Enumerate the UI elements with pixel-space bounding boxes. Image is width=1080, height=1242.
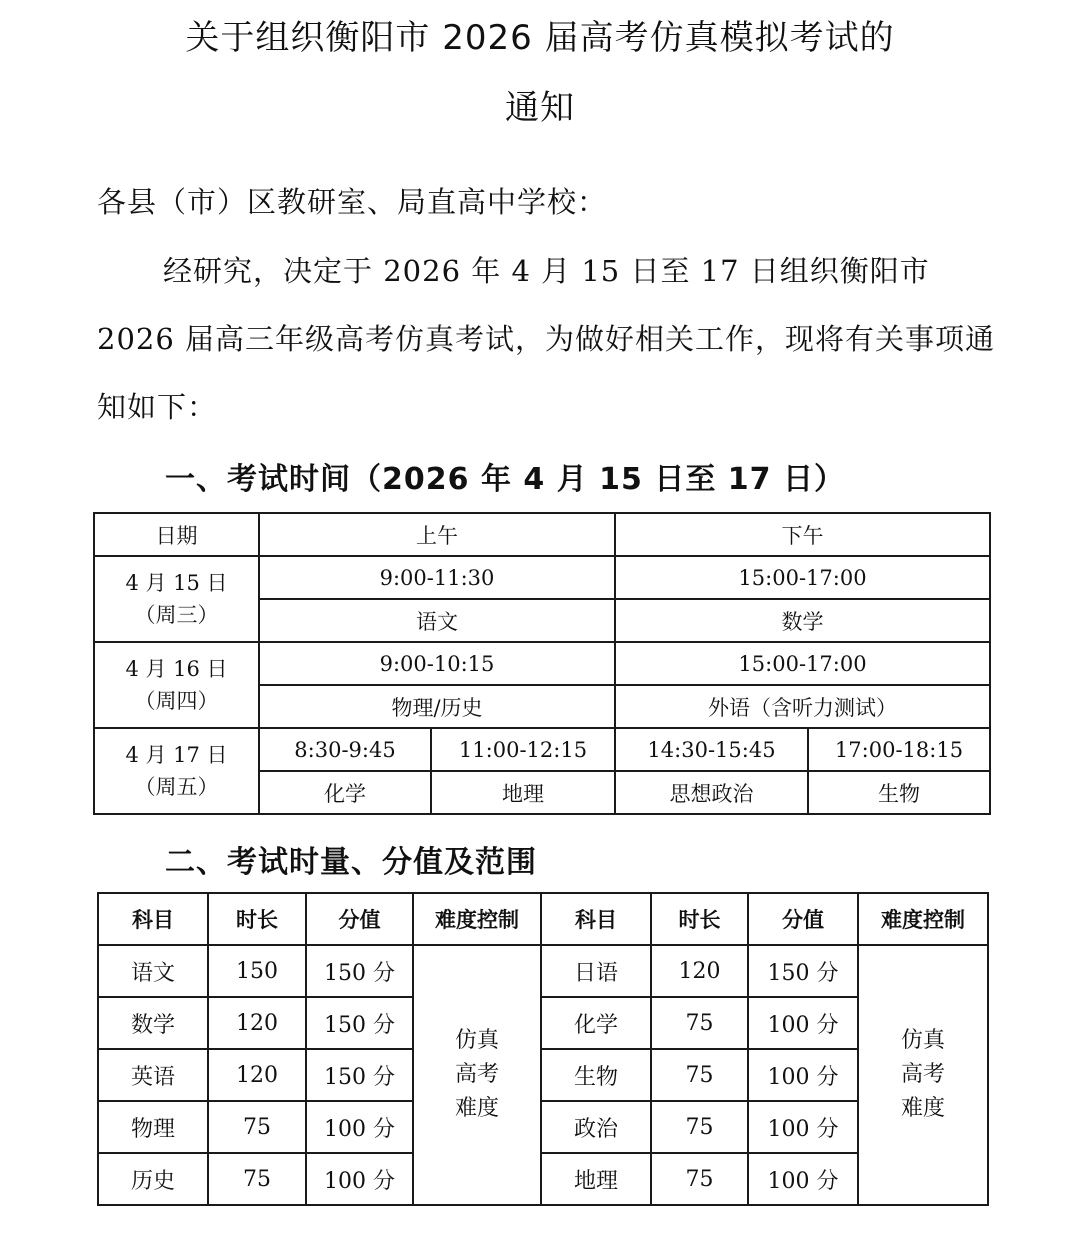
slot-time: 14:30-15:45: [615, 728, 808, 771]
duration: 150: [208, 945, 306, 997]
header-score: 分值: [306, 893, 413, 945]
duration: 75: [651, 1101, 748, 1153]
score: 100 分: [748, 1153, 858, 1205]
difficulty-text: 仿真: [454, 1028, 499, 1053]
notice-title-line1: 关于组织衡阳市 2026 届高考仿真模拟考试的: [185, 18, 895, 58]
slot-time: 8:30-9:45: [259, 728, 431, 771]
am-time: 9:00-11:30: [259, 556, 615, 599]
am-time: 9:00-10:15: [259, 642, 615, 685]
am-subject: 物理/历史: [259, 685, 615, 728]
subject: 化学: [541, 997, 651, 1049]
duration: 120: [651, 945, 748, 997]
difficulty-text: 难度: [454, 1096, 499, 1121]
pm-time: 15:00-17:00: [615, 642, 990, 685]
section-exam-time-heading: 一、考试时间（2026 年 4 月 15 日至 17 日）: [165, 462, 845, 497]
score: 150 分: [306, 945, 413, 997]
difficulty-text: 难度: [900, 1096, 945, 1121]
table-row: [98, 1101, 988, 1153]
header-duration: 时长: [208, 893, 306, 945]
difficulty-text: 高考: [900, 1062, 945, 1087]
score: 150 分: [748, 945, 858, 997]
duration: 75: [651, 1153, 748, 1205]
table-row: [98, 997, 988, 1049]
duration: 75: [208, 1101, 306, 1153]
score: 100 分: [748, 997, 858, 1049]
difficulty-text: 高考: [454, 1062, 499, 1087]
duration: 75: [651, 997, 748, 1049]
weekday: （周五）: [134, 775, 219, 799]
difficulty-cell-right: [858, 945, 988, 1205]
table-row: [98, 945, 988, 997]
slot-subject: 地理: [431, 771, 615, 814]
score: 100 分: [306, 1153, 413, 1205]
subject: 物理: [98, 1101, 208, 1153]
addressee: 各县（市）区教研室、局直高中学校：: [97, 185, 608, 219]
am-subject: 语文: [259, 599, 615, 642]
header-duration: 时长: [651, 893, 748, 945]
schedule-header-row: [94, 513, 990, 556]
section-score-heading: 二、考试时量、分值及范围: [165, 845, 537, 880]
date: 4 月 15 日: [125, 571, 228, 595]
schedule-row: [94, 728, 990, 771]
notice-title-line2: 通知: [505, 88, 575, 128]
subject: 英语: [98, 1049, 208, 1101]
weekday: （周四）: [134, 689, 219, 713]
date-cell: [94, 642, 259, 728]
exam-schedule-table: [93, 512, 991, 815]
slot-time: 17:00-18:15: [808, 728, 990, 771]
header-date: 日期: [94, 513, 259, 556]
subject: 生物: [541, 1049, 651, 1101]
score: 150 分: [306, 997, 413, 1049]
score-table: [97, 892, 989, 1206]
subject: 政治: [541, 1101, 651, 1153]
date: 4 月 17 日: [125, 743, 228, 767]
difficulty-text: 仿真: [900, 1028, 945, 1053]
slot-subject: 生物: [808, 771, 990, 814]
score: 100 分: [748, 1049, 858, 1101]
pm-time: 15:00-17:00: [615, 556, 990, 599]
date-cell: [94, 728, 259, 814]
score: 150 分: [306, 1049, 413, 1101]
subject: 语文: [98, 945, 208, 997]
schedule-row: [94, 556, 990, 599]
header-afternoon: 下午: [615, 513, 990, 556]
score-header-row: [98, 893, 988, 945]
duration: 120: [208, 997, 306, 1049]
score: 100 分: [748, 1101, 858, 1153]
duration: 75: [651, 1049, 748, 1101]
slot-subject: 化学: [259, 771, 431, 814]
notice-body: 经研究，决定于 2026 年 4 月 15 日至 17 日组织衡阳市 2026 届高三年级高考仿真考试，为做好相关工作，现将有关事项通知如下：: [97, 254, 996, 424]
score: 100 分: [306, 1101, 413, 1153]
header-difficulty: 难度控制: [858, 893, 988, 945]
date: 4 月 16 日: [125, 657, 228, 681]
pm-subject: 数学: [615, 599, 990, 642]
header-score: 分值: [748, 893, 858, 945]
slot-time: 11:00-12:15: [431, 728, 615, 771]
weekday: （周三）: [134, 603, 219, 627]
header-subject: 科目: [541, 893, 651, 945]
subject: 地理: [541, 1153, 651, 1205]
slot-subject: 思想政治: [615, 771, 808, 814]
date-cell: [94, 556, 259, 642]
header-difficulty: 难度控制: [413, 893, 541, 945]
schedule-row: [94, 642, 990, 685]
duration: 75: [208, 1153, 306, 1205]
pm-subject: 外语（含听力测试）: [615, 685, 990, 728]
subject: 历史: [98, 1153, 208, 1205]
header-morning: 上午: [259, 513, 615, 556]
duration: 120: [208, 1049, 306, 1101]
table-row: [98, 1049, 988, 1101]
difficulty-cell-left: [413, 945, 541, 1205]
header-subject: 科目: [98, 893, 208, 945]
subject: 数学: [98, 997, 208, 1049]
subject: 日语: [541, 945, 651, 997]
table-row: [98, 1153, 988, 1205]
